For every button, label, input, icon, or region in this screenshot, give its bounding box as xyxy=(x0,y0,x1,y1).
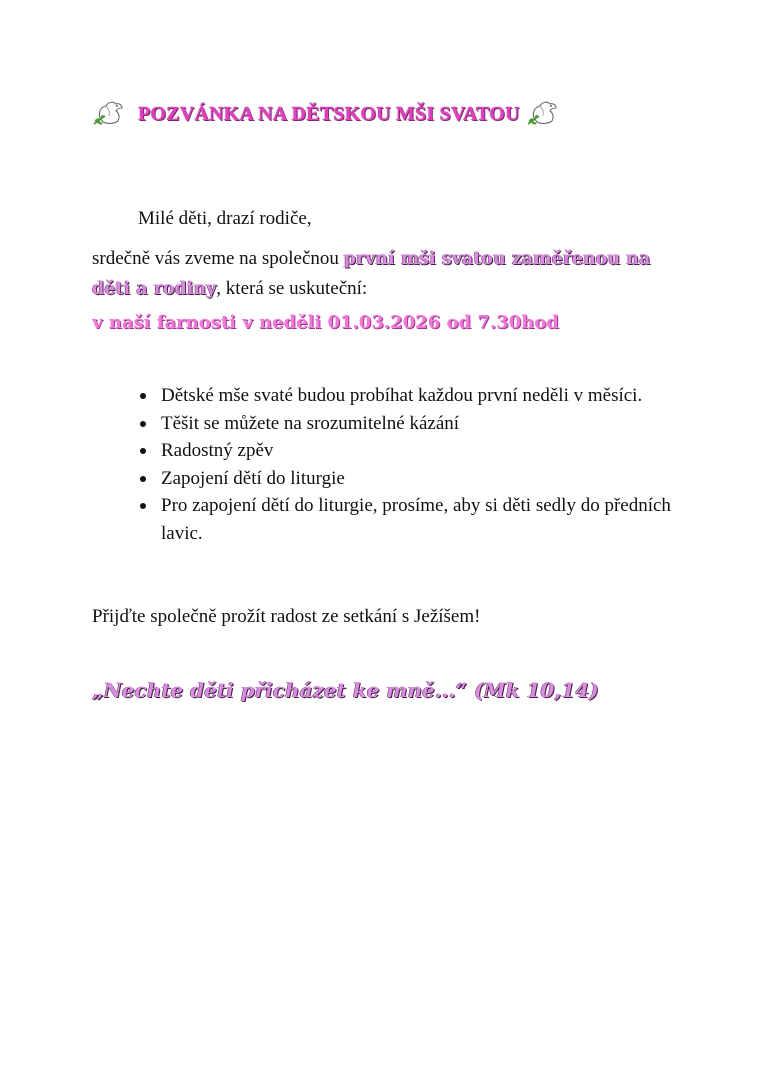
dove-with-olive-branch-icon xyxy=(92,98,126,130)
bullet-icon xyxy=(140,476,146,482)
greeting: Milé děti, drazí rodiče, xyxy=(138,208,312,229)
list-item-text: Dětské mše svaté budou probíhat každou první neděli v měsíci. xyxy=(161,385,643,406)
bullet-icon xyxy=(140,421,146,427)
intro-highlight: první mši svatou zaměřenou na děti a rodiny xyxy=(92,249,651,299)
closing-line: Přijďte společně prožít radost ze setkání s Ježíšem! xyxy=(92,606,481,627)
intro-text: srdečně vás zveme na společnou xyxy=(92,248,344,269)
intro-text-end: , která se uskuteční: xyxy=(216,278,368,299)
dove-with-olive-branch-icon xyxy=(526,98,560,130)
intro-paragraph xyxy=(92,244,692,304)
bullet-icon xyxy=(140,393,146,399)
list-item xyxy=(140,382,680,410)
list-item xyxy=(140,465,680,493)
bible-quote: „Nechte děti přicházet ke mně...“ (Mk 10,14) xyxy=(92,678,599,702)
list-item-text: Těšit se můžete na srozumitelné kázání xyxy=(161,412,460,434)
list-item xyxy=(140,410,680,438)
event-date-line: v naší farnosti v neděli 01.03.2026 od 7.30hod xyxy=(92,312,559,333)
list-item xyxy=(140,492,680,547)
list-item-text: Zapojení dětí do liturgie xyxy=(161,467,345,489)
page-title: POZVÁNKA NA DĚTSKOU MŠI SVATOU xyxy=(138,102,520,125)
bullet-icon xyxy=(140,448,146,454)
list-item xyxy=(140,437,680,465)
bullet-icon xyxy=(140,503,146,509)
list-item-text: Radostný zpěv xyxy=(161,440,274,461)
list-item-text: Pro zapojení dětí do liturgie, prosíme, aby si děti sedly do předních lavic. xyxy=(161,495,671,544)
title-row xyxy=(92,96,672,132)
info-list xyxy=(140,382,680,547)
